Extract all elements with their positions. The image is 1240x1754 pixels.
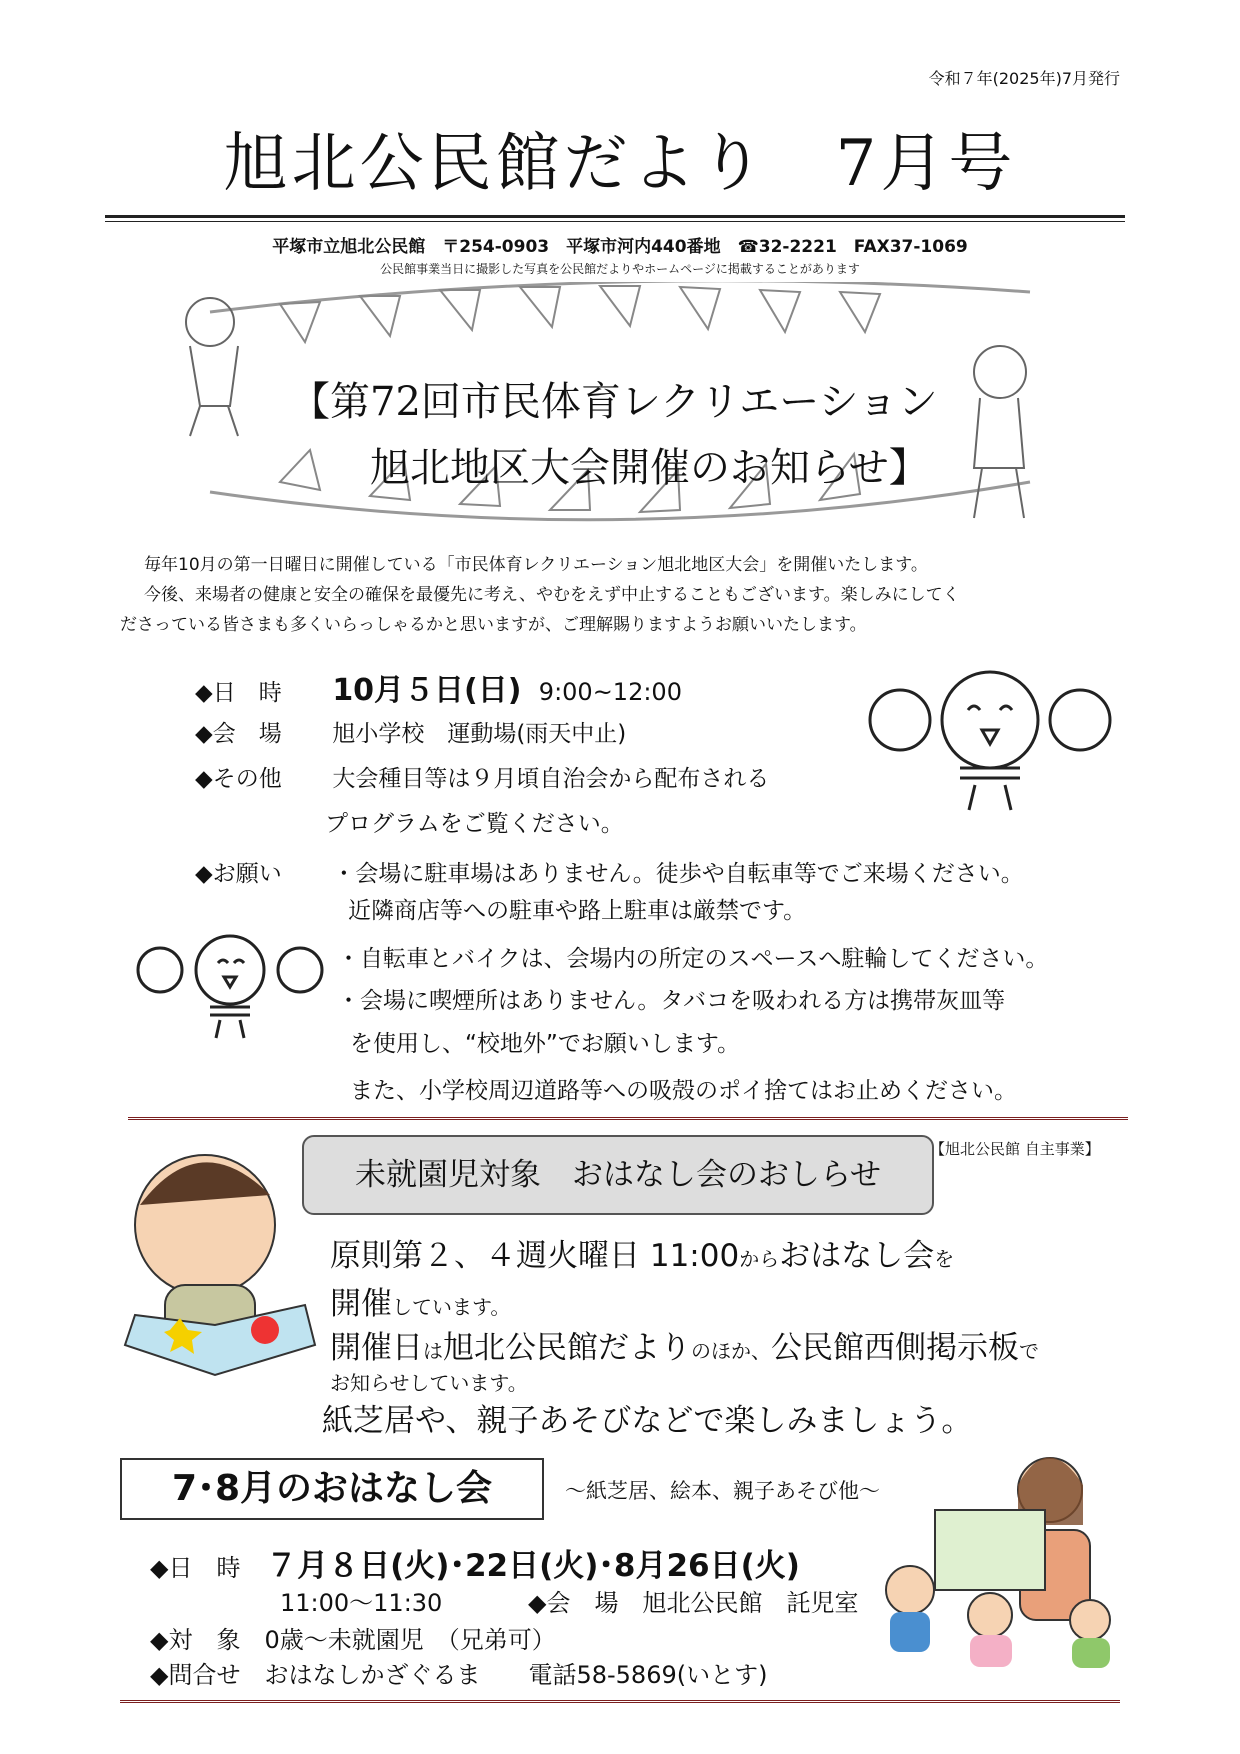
schedule-venue: ◆会 場 旭北公民館 託児室	[528, 1589, 859, 1617]
schedule-date-label: ◆日 時	[150, 1554, 241, 1582]
event1-venue-row	[195, 715, 626, 748]
story-line-1-d: を	[934, 1247, 955, 1271]
schedule-target: ◆対 象 0歳～未就園児 （兄弟可）	[150, 1626, 556, 1654]
schedule-contact: ◆問合せ おはなしかざぐるま 電話58-5869(いとす)	[150, 1661, 768, 1689]
event1-intro	[120, 550, 1140, 640]
date-label: ◆日 時	[195, 680, 282, 706]
self-project-tag: 【旭北公民館 自主事業】	[930, 1140, 1100, 1158]
child-reading-illustration	[105, 1145, 325, 1395]
story-line-2	[330, 1278, 510, 1323]
address-line: 平塚市立旭北公民館 〒254-0903 平塚市河内440番地 ☎32-2221 FAX37-1069	[272, 237, 968, 257]
request-line-3: ・自転車とバイクは、会場内の所定のスペースへ駐輪してください。	[337, 946, 1049, 972]
story-line-4: お知らせしています。	[330, 1371, 528, 1395]
story-line-3-a: 開催日	[330, 1330, 423, 1366]
story-line-3-f: で	[1019, 1339, 1039, 1363]
schedule-time: 11:00～11:30	[280, 1589, 443, 1617]
newsletter-title: 旭北公民館だより 7月号	[223, 127, 1017, 201]
request-label: ◆お願い	[195, 861, 282, 887]
schedule-title-box: 7･8月のおはなし会	[120, 1458, 544, 1520]
small-bird-illustration	[130, 925, 330, 1045]
venue-label: ◆会 場	[195, 721, 282, 747]
intro-line-3: ださっている皆さまも多くいらっしゃるかと思いますが、ご理解賜りますようお願いいたします。	[120, 615, 867, 635]
request-line-5: を使用し、“校地外”でお願いします。	[350, 1031, 740, 1057]
request-line-6: また、小学校周辺道路等への吸殻のポイ捨てはお止めください。	[350, 1078, 1017, 1104]
title-rule-thin	[105, 221, 1125, 222]
event1-time: 9:00~12:00	[538, 678, 682, 706]
bottom-divider	[120, 1700, 1120, 1703]
story-line-1-c: おはなし会	[779, 1238, 935, 1274]
event1-date-row	[195, 665, 682, 709]
story-line-2-a: 開催	[330, 1286, 392, 1322]
photo-note: 公民館事業当日に撮影した写真を公民館だよりやホームページに掲載することがあります	[380, 262, 860, 276]
story-line-5: 紙芝居や、親子あそびなどで楽しみましょう。	[322, 1403, 973, 1439]
schedule-dates: ７月８日(火)･22日(火)･8月26日(火)	[266, 1548, 800, 1584]
story-line-1	[330, 1230, 954, 1275]
request-line-1: ・会場に駐車場はありません。徒歩や自転車等でご来場ください。	[332, 861, 1024, 887]
event1-heading-line2: 旭北地区大会開催のお知らせ】	[370, 445, 929, 491]
event1-heading-line1: 【第72回市民体育レクリエーション	[290, 379, 938, 425]
other-line-2: プログラムをご覧ください。	[325, 811, 624, 837]
title-rule	[105, 215, 1125, 218]
other-label: ◆その他	[195, 766, 282, 792]
event1-other-row	[195, 760, 769, 793]
intro-line-1: 毎年10月の第一日曜日に開催している「市民体育レクリエーション旭北地区大会」を開催いたします。	[144, 555, 928, 575]
event1-request-row	[195, 855, 1024, 888]
intro-line-2: 今後、来場者の健康と安全の確保を最優先に考え、やむをえず中止することもございます。楽しみにしてく	[144, 585, 960, 605]
request-line-4: ・会場に喫煙所はありません。タバコを吸われる方は携帯灰皿等	[337, 988, 1006, 1014]
other-line-1: 大会種目等は９月頃自治会から配布される	[332, 766, 770, 792]
ohanashi-notice-box: 未就園児対象 おはなし会のおしらせ	[302, 1135, 934, 1215]
story-line-1-b: から	[739, 1247, 780, 1271]
section-divider	[128, 1117, 1128, 1120]
storyteller-illustration	[880, 1440, 1130, 1670]
story-line-3-e: 公民館西側掲示板	[771, 1330, 1019, 1366]
story-line-3-c: 旭北公民館だより	[443, 1330, 691, 1366]
story-line-1-a: 原則第２、４週火曜日 11:00	[330, 1238, 740, 1274]
story-line-3-b: は	[423, 1339, 443, 1363]
event1-venue: 旭小学校 運動場(雨天中止)	[332, 721, 627, 747]
story-line-3-d: のほか、	[691, 1339, 771, 1363]
cheering-bird-illustration	[850, 660, 1130, 820]
story-line-3	[330, 1322, 1039, 1367]
request-line-2: 近隣商店等への駐車や路上駐車は厳禁です。	[348, 898, 807, 924]
issue-date: 令和７年(2025年)7月発行	[928, 69, 1120, 88]
schedule-subtitle: ～紙芝居、絵本、親子あそび他～	[565, 1479, 880, 1503]
schedule-dates-row	[150, 1540, 800, 1585]
story-line-2-b: しています。	[392, 1295, 511, 1319]
event1-date: 10月５日(日)	[332, 673, 522, 708]
